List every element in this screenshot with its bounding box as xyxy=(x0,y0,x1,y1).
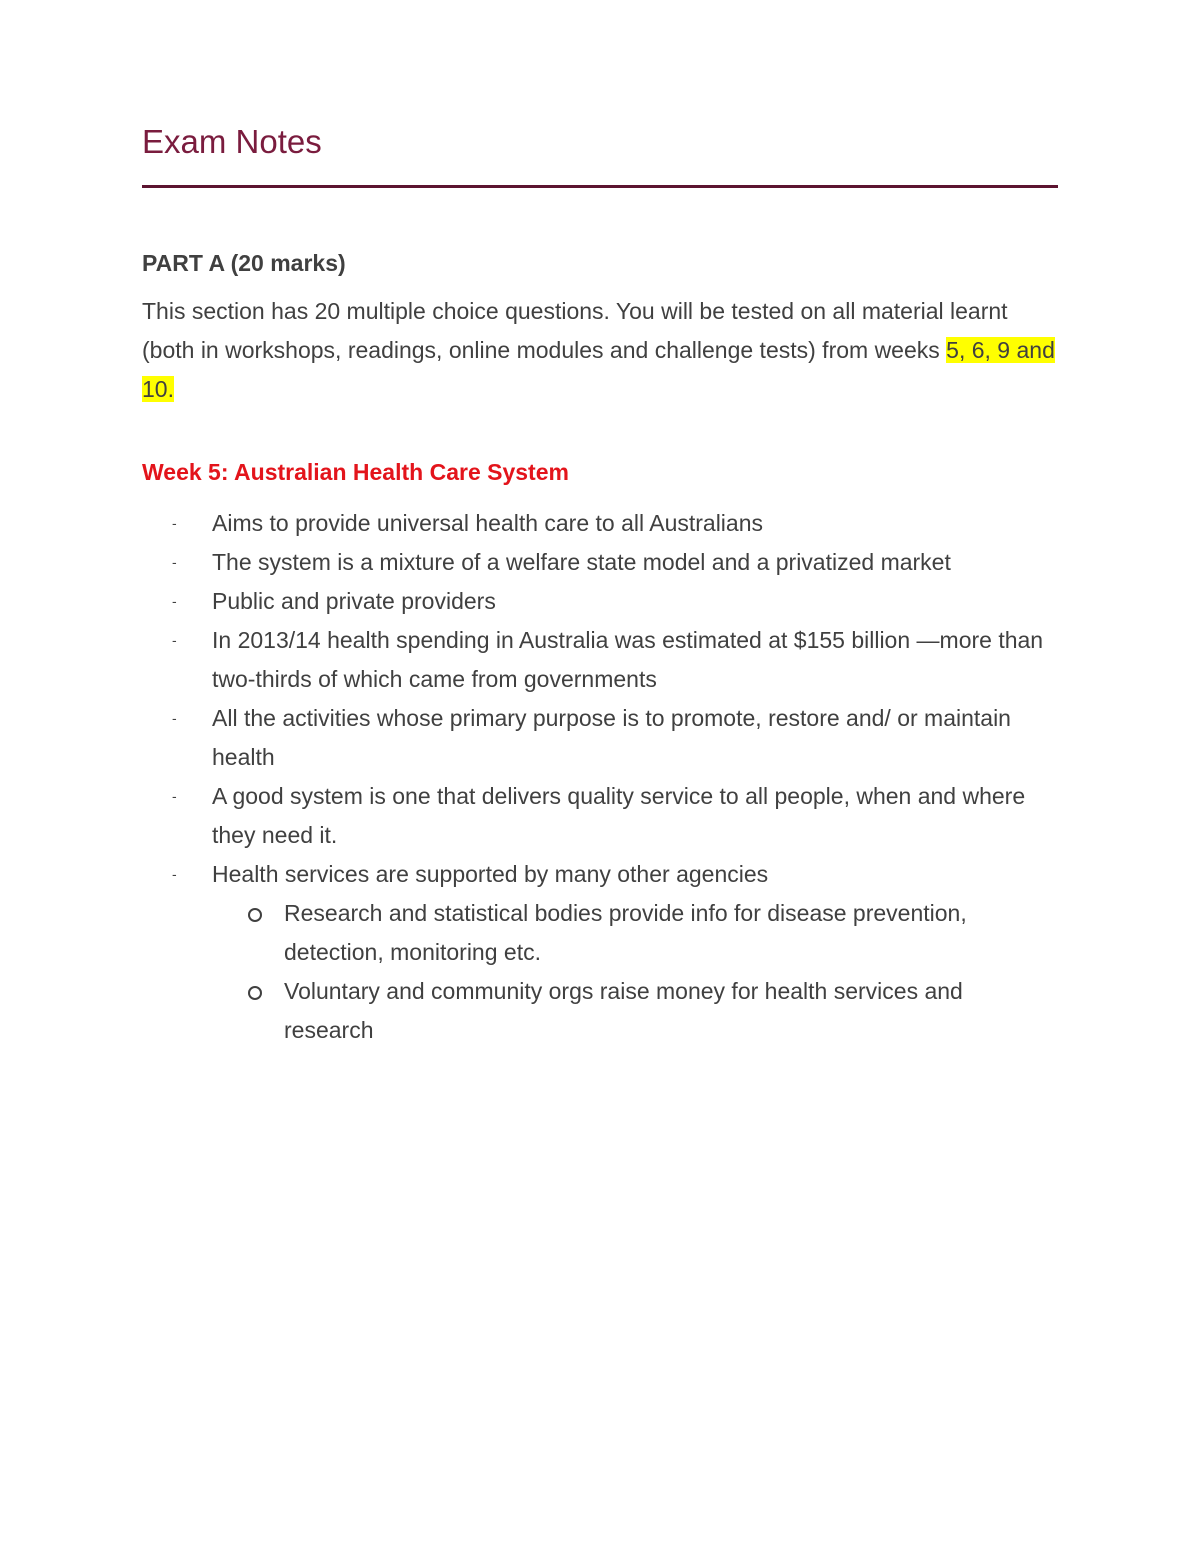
dash-bullet-icon: - xyxy=(172,554,177,570)
part-heading: PART A (20 marks) xyxy=(142,250,346,276)
intro-paragraph xyxy=(142,292,1058,409)
bullet-list xyxy=(142,504,1058,1050)
document-title: Exam Notes xyxy=(142,123,322,160)
dash-bullet-icon: - xyxy=(172,788,177,804)
dash-bullet-icon: - xyxy=(172,515,177,531)
sub-bullet-list xyxy=(212,894,1058,1050)
title-divider xyxy=(142,185,1058,188)
dash-bullet-icon: - xyxy=(172,632,177,648)
list-item-text: Public and private providers xyxy=(212,588,496,614)
sub-list-item xyxy=(212,972,1058,1050)
list-item xyxy=(142,855,1058,1050)
list-item xyxy=(142,582,1058,621)
sub-list-item-text: Research and statistical bodies provide info for disease prevention, detection, monitoring etc. xyxy=(284,900,967,965)
list-item xyxy=(142,504,1058,543)
list-item-text: Aims to provide universal health care to all Australians xyxy=(212,510,764,536)
sub-list-item-text: Voluntary and community orgs raise money for health services and research xyxy=(284,978,963,1043)
list-item xyxy=(142,621,1058,699)
dash-bullet-icon: - xyxy=(172,593,177,609)
sub-list-item xyxy=(212,894,1058,972)
list-item-text: All the activities whose primary purpose is to promote, restore and/ or maintain health xyxy=(212,705,1011,770)
list-item xyxy=(142,543,1058,582)
intro-highlight: 5, 6, 9 and 10. xyxy=(142,337,1055,402)
dash-bullet-icon: - xyxy=(172,710,177,726)
list-item-text: In 2013/14 health spending in Australia was estimated at $155 billion —more than two-thirds of which came from governments xyxy=(212,627,1044,692)
list-item-text: Health services are supported by many other agencies xyxy=(212,861,769,887)
list-item xyxy=(142,777,1058,855)
list-item xyxy=(142,699,1058,777)
circle-bullet-icon xyxy=(248,986,262,1000)
intro-text: This section has 20 multiple choice questions. You will be tested on all material learnt (both in workshops, readings, online modules and challenge tests) from weeks xyxy=(142,298,1008,363)
list-item-text: The system is a mixture of a welfare state model and a privatized market xyxy=(212,549,951,575)
week-heading: Week 5: Australian Health Care System xyxy=(142,459,569,485)
list-item-text: A good system is one that delivers quality service to all people, when and where they need it. xyxy=(212,783,1026,848)
circle-bullet-icon xyxy=(248,908,262,922)
dash-bullet-icon: - xyxy=(172,866,177,882)
